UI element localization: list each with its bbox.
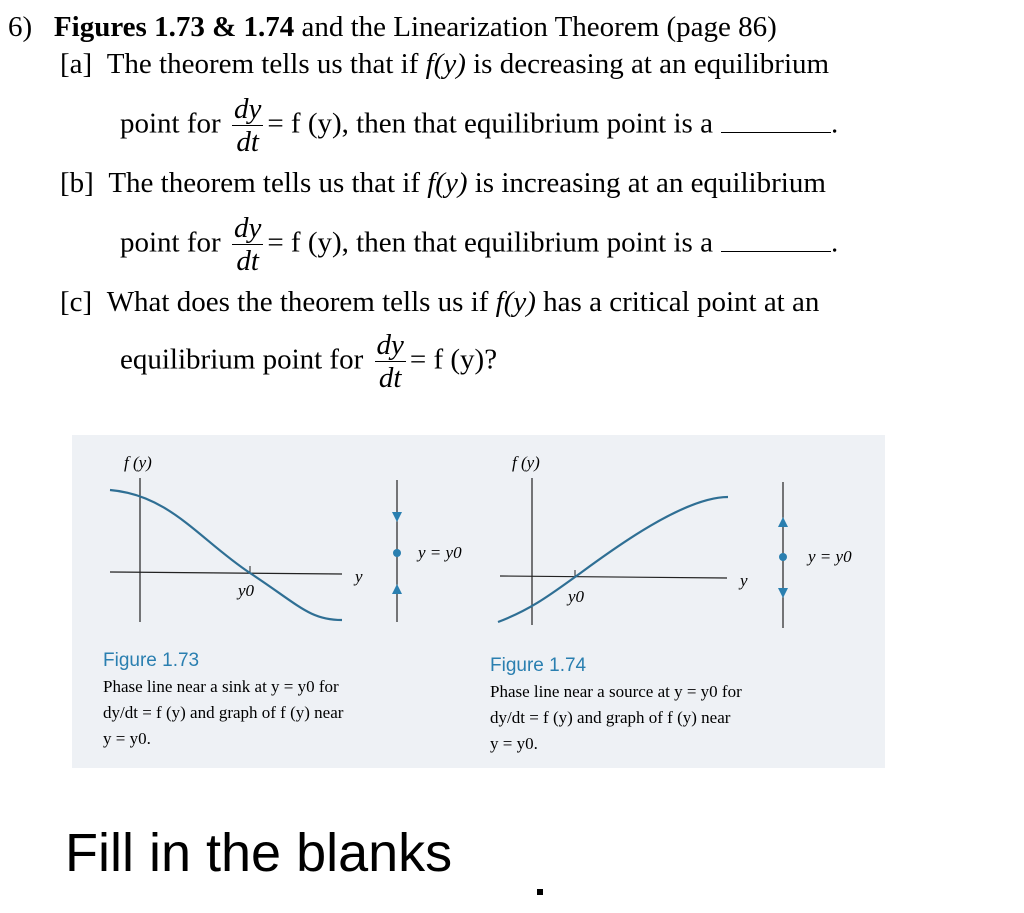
fy: f(y) bbox=[427, 167, 468, 199]
arrow-up-icon bbox=[392, 584, 402, 594]
part-label: [a] bbox=[60, 48, 93, 80]
x-label: y bbox=[740, 571, 748, 590]
question-heading bbox=[8, 13, 777, 42]
text: is decreasing at an equilibrium bbox=[465, 48, 830, 80]
axis-label: f (y) bbox=[124, 453, 152, 472]
caption-line: Phase line near a source at y = y0 for bbox=[490, 682, 742, 701]
horizontal-axis bbox=[110, 572, 342, 574]
arrow-down-icon bbox=[392, 512, 402, 522]
text: . bbox=[830, 107, 839, 140]
text: = f (y)? bbox=[409, 343, 498, 376]
text: The theorem tells us that if bbox=[108, 167, 428, 199]
x-label: y bbox=[355, 567, 363, 586]
text: What does the theorem tells us if bbox=[106, 286, 496, 318]
text: is increasing at an equilibrium bbox=[467, 167, 826, 199]
part-b-line1 bbox=[60, 169, 826, 198]
part-a-line1 bbox=[60, 50, 829, 79]
text: point for bbox=[120, 226, 221, 259]
equilibrium-label: y = y0 bbox=[808, 547, 852, 566]
text: The theorem tells us that if bbox=[106, 48, 426, 80]
y0-label: y0 bbox=[568, 587, 585, 606]
axis-label: f (y) bbox=[512, 453, 540, 472]
decreasing-curve bbox=[110, 490, 342, 620]
title-rest: and the Linearization Theorem (page 86) bbox=[294, 11, 777, 43]
caption-line: dy/dt = f (y) and graph of f (y) near bbox=[103, 703, 344, 722]
title-bold: Figures 1.73 & 1.74 bbox=[53, 11, 295, 43]
text: = f (y), then that equilibrium point is a bbox=[267, 226, 713, 259]
part-c-line2 bbox=[120, 331, 497, 393]
text: = f (y), then that equilibrium point is a bbox=[267, 107, 713, 140]
fraction-dydt bbox=[232, 214, 263, 276]
fraction-dydt bbox=[232, 95, 263, 157]
answer-blank[interactable] bbox=[721, 130, 831, 133]
fy: f(y) bbox=[425, 48, 466, 80]
denominator: dt bbox=[378, 362, 402, 394]
part-c-line1 bbox=[60, 288, 819, 317]
equilibrium-dot bbox=[393, 549, 401, 557]
equilibrium-label: y = y0 bbox=[418, 543, 462, 562]
part-b-line2 bbox=[120, 214, 838, 276]
arrow-down-icon bbox=[778, 588, 788, 598]
arrow-up-icon bbox=[778, 517, 788, 527]
question-number: 6) bbox=[8, 11, 33, 43]
figure-graphics bbox=[72, 435, 885, 768]
text: equilibrium point for bbox=[120, 343, 364, 376]
caption-line: y = y0. bbox=[103, 729, 151, 748]
caption-line: dy/dt = f (y) and graph of f (y) near bbox=[490, 708, 731, 727]
denominator: dt bbox=[236, 245, 259, 277]
text: . bbox=[830, 226, 839, 259]
text: has a critical point at an bbox=[535, 286, 820, 318]
text: point for bbox=[120, 107, 221, 140]
part-label: [b] bbox=[60, 167, 94, 199]
numerator: dy bbox=[233, 93, 262, 125]
part-label: [c] bbox=[60, 286, 93, 318]
caption-line: y = y0. bbox=[490, 734, 538, 753]
equilibrium-dot bbox=[779, 553, 787, 561]
fy: f(y) bbox=[495, 286, 536, 318]
denominator: dt bbox=[236, 126, 259, 158]
period-dot bbox=[537, 889, 543, 895]
numerator: dy bbox=[233, 212, 262, 244]
horizontal-axis bbox=[500, 576, 727, 578]
fill-in-instruction: Fill in the blanks bbox=[65, 823, 453, 883]
fraction-dydt bbox=[375, 331, 406, 393]
y0-label: y0 bbox=[238, 581, 255, 600]
caption-line: Phase line near a sink at y = y0 for bbox=[103, 677, 339, 696]
part-a-line2 bbox=[120, 95, 838, 157]
textbook-figures bbox=[72, 435, 885, 768]
answer-blank[interactable] bbox=[721, 249, 831, 252]
figure-title: Figure 1.74 bbox=[490, 655, 587, 676]
figure-title: Figure 1.73 bbox=[103, 650, 200, 671]
numerator: dy bbox=[376, 329, 404, 361]
